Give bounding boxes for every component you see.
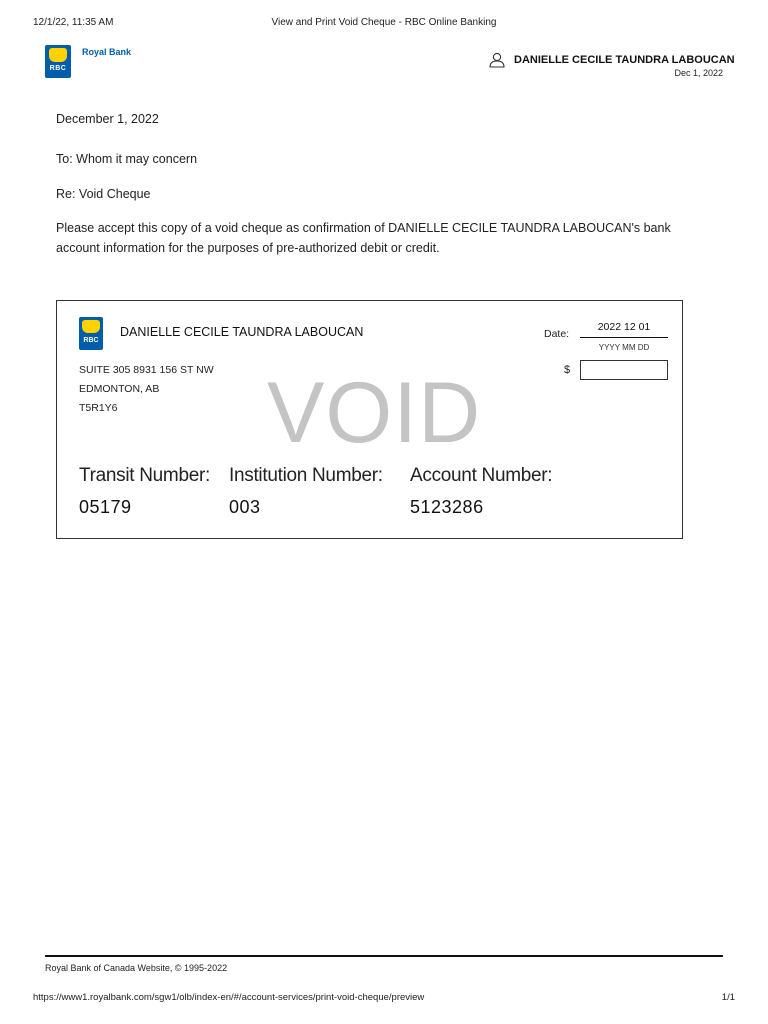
shield-text: RBC [49, 65, 67, 72]
cheque-amount-box [580, 360, 668, 380]
cheque-date-label: Date: [544, 328, 570, 340]
footer-copyright: Royal Bank of Canada Website, © 1995-2022 [45, 963, 228, 973]
user-name: DANIELLE CECILE TAUNDRA LABOUCAN [514, 54, 735, 66]
letter-date: December 1, 2022 [56, 112, 159, 126]
letter-body-line2: account information for the purposes of pre-authorized debit or credit. [56, 241, 440, 255]
account-label: Account Number: [410, 465, 553, 486]
cheque-rbc-logo-icon [79, 317, 103, 350]
cheque-lion-icon [82, 320, 100, 333]
cheque-address-line2: EDMONTON, AB [79, 383, 160, 395]
page-number: 1/1 [721, 992, 735, 1003]
cheque-address-line1: SUITE 305 8931 156 ST NW [79, 364, 214, 376]
letter-to: To: Whom it may concern [56, 152, 198, 166]
void-cheque [56, 300, 683, 539]
transit-label: Transit Number: [79, 465, 210, 486]
cheque-dollar-sign: $ [564, 364, 571, 376]
transit-value: 05179 [79, 497, 132, 517]
user-icon[interactable] [488, 52, 506, 68]
cheque-address-line3: T5R1Y6 [79, 402, 118, 414]
user-date: Dec 1, 2022 [674, 68, 723, 78]
account-value: 5123286 [410, 497, 484, 517]
rbc-logo[interactable] [45, 45, 135, 80]
letter-body-line1: Please accept this copy of a void cheque as confirmation of DANIELLE CECILE TAUNDRA LABOUCAN's bank [56, 221, 671, 235]
cheque-holder-name: DANIELLE CECILE TAUNDRA LABOUCAN [120, 325, 364, 339]
cheque-logo-text: RBC [83, 337, 99, 344]
letter-re: Re: Void Cheque [56, 187, 151, 201]
lion-icon [49, 48, 67, 62]
institution-label: Institution Number: [229, 465, 383, 486]
cheque-date-value: 2022 12 01 [580, 321, 668, 338]
print-page-title: View and Print Void Cheque - RBC Online Banking [271, 17, 497, 28]
footer-divider [45, 955, 723, 957]
print-datetime: 12/1/22, 11:35 AM [33, 17, 114, 28]
void-watermark: VOID [267, 365, 482, 461]
cheque-date-format: YYYY MM DD [598, 343, 650, 352]
rbc-shield-icon [45, 45, 71, 78]
brand-text: Royal Bank [82, 47, 132, 57]
print-url: https://www1.royalbank.com/sgw1/olb/index-en/#/account-services/print-void-cheque/preview [33, 992, 425, 1003]
institution-value: 003 [229, 497, 261, 517]
